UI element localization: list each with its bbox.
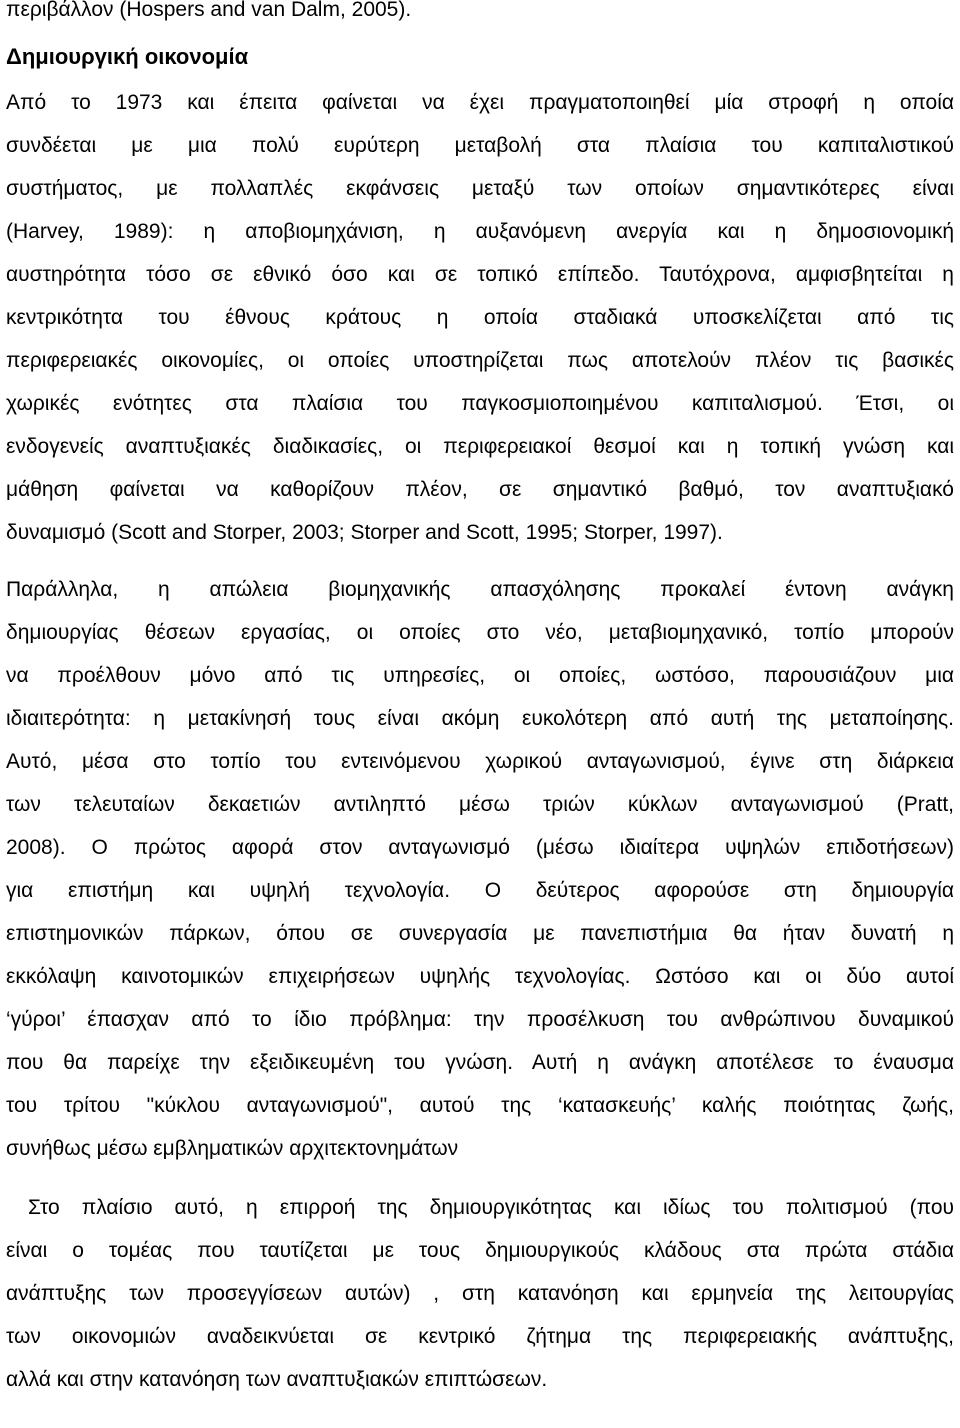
paragraph-line: δημιουργίας θέσεων εργασίας, οι οποίες στο νέο, μεταβιομηχανικό, τοπίο μπορούν [6, 621, 954, 644]
paragraph-line: χωρικές ενότητες στα πλαίσια του παγκοσμιοποιημένου καπιταλισμού. Έτσι, οι [6, 392, 954, 415]
paragraph-line: να προέλθουν μόνο από τις υπηρεσίες, οι οποίες, ωστόσο, παρουσιάζουν μια [6, 664, 954, 687]
paragraph-line: ανάπτυξης των προσεγγίσεων αυτών) , στη κατανόηση και ερμηνεία της λειτουργίας [6, 1282, 954, 1305]
paragraph-line: είναι ο τομέας που ταυτίζεται με τους δημιουργικούς κλάδους στα πρώτα στάδια [6, 1239, 954, 1262]
paragraph-line: του τρίτου "κύκλου ανταγωνισμού", αυτού της ‘κατασκευής’ καλής ποιότητας ζωής, [6, 1094, 954, 1117]
paragraph-line: αυστηρότητα τόσο σε εθνικό όσο και σε τοπικό επίπεδο. Ταυτόχρονα, αμφισβητείται η [6, 263, 954, 286]
paragraph-line: μάθηση φαίνεται να καθορίζουν πλέον, σε σημαντικό βαθμό, τον αναπτυξιακό [6, 478, 954, 501]
paragraph-line: που θα παρείχε την εξειδικευμένη του γνώση. Αυτή η ανάγκη αποτέλεσε το έναυσμα [6, 1051, 954, 1074]
paragraph-line: ενδογενείς αναπτυξιακές διαδικασίες, οι περιφερειακοί θεσμοί και η τοπική γνώση και [6, 435, 954, 458]
section-heading: Δημιουργική οικονομία [6, 44, 249, 69]
paragraph-line: Από το 1973 και έπειτα φαίνεται να έχει πραγματοποιηθεί μία στροφή η οποία [6, 91, 954, 114]
document-page [6, 0, 954, 1401]
paragraph-line: συνήθως μέσω εμβληματικών αρχιτεκτονημάτων [6, 1137, 459, 1160]
paragraph-line: Παράλληλα, η απώλεια βιομηχανικής απασχόλησης προκαλεί έντονη ανάγκη [6, 578, 954, 601]
paragraph-line: περιφερειακές οικονομίες, οι οποίες υποστηρίζεται πως αποτελούν πλέον τις βασικές [6, 349, 954, 372]
paragraph-line: εκκόλαψη καινοτομικών επιχειρήσεων υψηλής τεχνολογίας. Ωστόσο και οι δύο αυτοί [6, 965, 954, 988]
paragraph-line: επιστημονικών πάρκων, όπου σε συνεργασία με πανεπιστήμια θα ήταν δυνατή η [6, 922, 954, 945]
paragraph-line: των οικονομιών αναδεικνύεται σε κεντρικό ζήτημα της περιφερειακής ανάπτυξης, [6, 1325, 954, 1348]
continuation-line: περιβάλλον (Hospers and van Dalm, 2005). [6, 0, 412, 21]
paragraph-line: των τελευταίων δεκαετιών αντιληπτό μέσω τριών κύκλων ανταγωνισμού (Pratt, [6, 793, 954, 816]
paragraph-line: ‘γύροι’ έπασχαν από το ίδιο πρόβλημα: την προσέλκυση του ανθρώπινου δυναμικού [6, 1008, 954, 1031]
paragraph-line: συνδέεται με μια πολύ ευρύτερη μεταβολή στα πλαίσια του καπιταλιστικού [6, 134, 954, 157]
paragraph-line: 2008). Ο πρώτος αφορά στον ανταγωνισμό (μέσω ιδιαίτερα υψηλών επιδοτήσεων) [6, 836, 954, 859]
paragraph-3 [6, 1186, 954, 1401]
paragraph-line: ιδιαιτερότητα: η μετακίνησή τους είναι ακόμη ευκολότερη από αυτή της μεταποίησης. [6, 707, 954, 730]
paragraph-2 [6, 568, 954, 1170]
paragraph-1 [6, 81, 954, 554]
paragraph-line: δυναμισμό (Scott and Storper, 2003; Storper and Scott, 1995; Storper, 1997). [6, 521, 723, 544]
paragraph-line: κεντρικότητα του έθνους κράτους η οποία σταδιακά υποσκελίζεται από τις [6, 306, 954, 329]
paragraph-line: Στο πλαίσιο αυτό, η επιρροή της δημιουργικότητας και ιδίως του πολιτισμού (που [6, 1196, 954, 1219]
paragraph-line: συστήματος, με πολλαπλές εκφάνσεις μεταξύ των οποίων σημαντικότερες είναι [6, 177, 954, 200]
paragraph-line: για επιστήμη και υψηλή τεχνολογία. Ο δεύτερος αφορούσε στη δημιουργία [6, 879, 954, 902]
paragraph-line: αλλά και στην κατανόηση των αναπτυξιακών επιπτώσεων. [6, 1368, 548, 1391]
paragraph-line: Αυτό, μέσα στο τοπίο του εντεινόμενου χωρικού ανταγωνισμού, έγινε στη διάρκεια [6, 750, 954, 773]
paragraph-line: (Harvey, 1989): η αποβιομηχάνιση, η αυξανόμενη ανεργία και η δημοσιονομική [6, 220, 954, 243]
